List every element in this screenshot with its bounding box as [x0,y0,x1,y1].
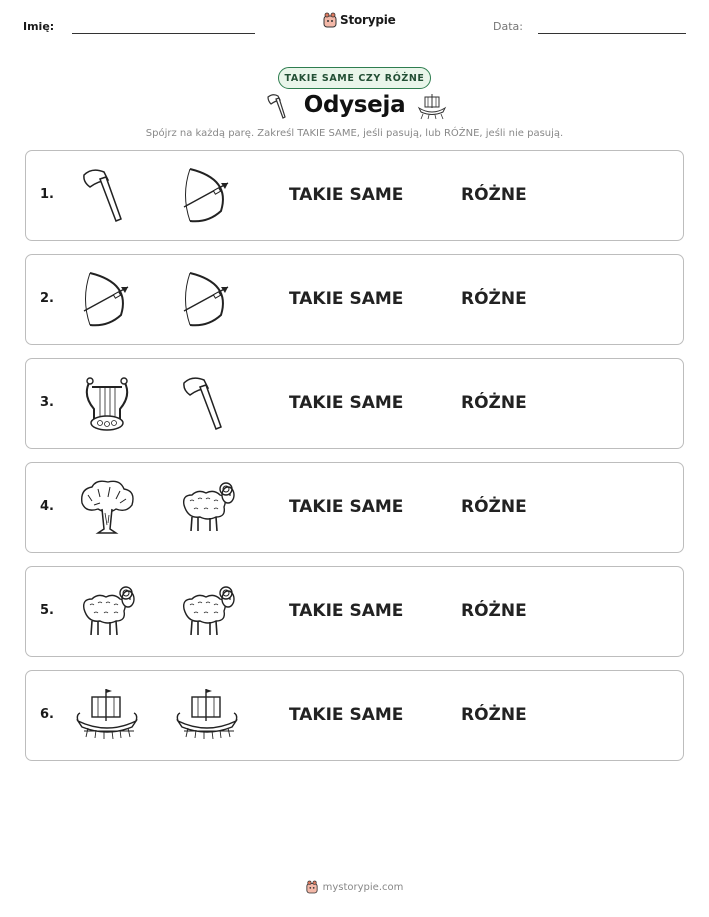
same-option[interactable]: TAKIE SAME [289,289,404,309]
name-field[interactable] [72,33,255,34]
bow-icon [176,165,238,227]
footer [0,880,709,894]
different-option[interactable]: RÓŻNE [461,601,527,621]
ram-icon [176,581,238,643]
worksheet-type-badge: TAKIE SAME CZY RÓŻNE [278,67,431,89]
axe-icon [176,373,238,435]
date-label: Data: [493,20,523,33]
row-number: 2. [40,291,54,306]
question-row-6 [25,670,684,761]
ship-icon [176,685,238,747]
name-label: Imię: [23,20,55,33]
question-row-3 [25,358,684,449]
ship-icon [417,92,447,120]
different-option[interactable]: RÓŻNE [461,393,527,413]
ram-icon [76,581,138,643]
instructions: Spójrz na każdą parę. Zakreśl TAKIE SAME, jeśli pasują, lub RÓŻNE, jeśli nie pasują. [145,128,564,139]
question-row-5 [25,566,684,657]
page-title: Odyseja [303,92,406,118]
different-option[interactable]: RÓŻNE [461,705,527,725]
different-option[interactable]: RÓŻNE [461,289,527,309]
bow-icon [76,269,138,331]
same-option[interactable]: TAKIE SAME [289,185,404,205]
axe-icon [76,165,138,227]
bow-icon [176,269,238,331]
question-row-1 [25,150,684,241]
different-option[interactable]: RÓŻNE [461,497,527,517]
different-option[interactable]: RÓŻNE [461,185,527,205]
question-row-2 [25,254,684,345]
row-number: 4. [40,499,54,514]
olive-tree-icon [76,477,138,539]
same-option[interactable]: TAKIE SAME [289,601,404,621]
same-option[interactable]: TAKIE SAME [289,393,404,413]
storypie-logo-icon [323,12,337,28]
brand [323,12,396,28]
question-row-4 [25,462,684,553]
lyre-icon [76,373,138,435]
ram-icon [176,477,238,539]
footer-url[interactable]: mystorypie.com [322,881,404,893]
row-number: 6. [40,707,54,722]
row-number: 1. [40,187,54,202]
same-option[interactable]: TAKIE SAME [289,705,404,725]
same-option[interactable]: TAKIE SAME [289,497,404,517]
row-number: 5. [40,603,54,618]
row-number: 3. [40,395,54,410]
brand-name: Storypie [340,13,396,27]
storypie-logo-icon [306,880,318,894]
ship-icon [76,685,138,747]
date-field[interactable] [538,33,686,34]
